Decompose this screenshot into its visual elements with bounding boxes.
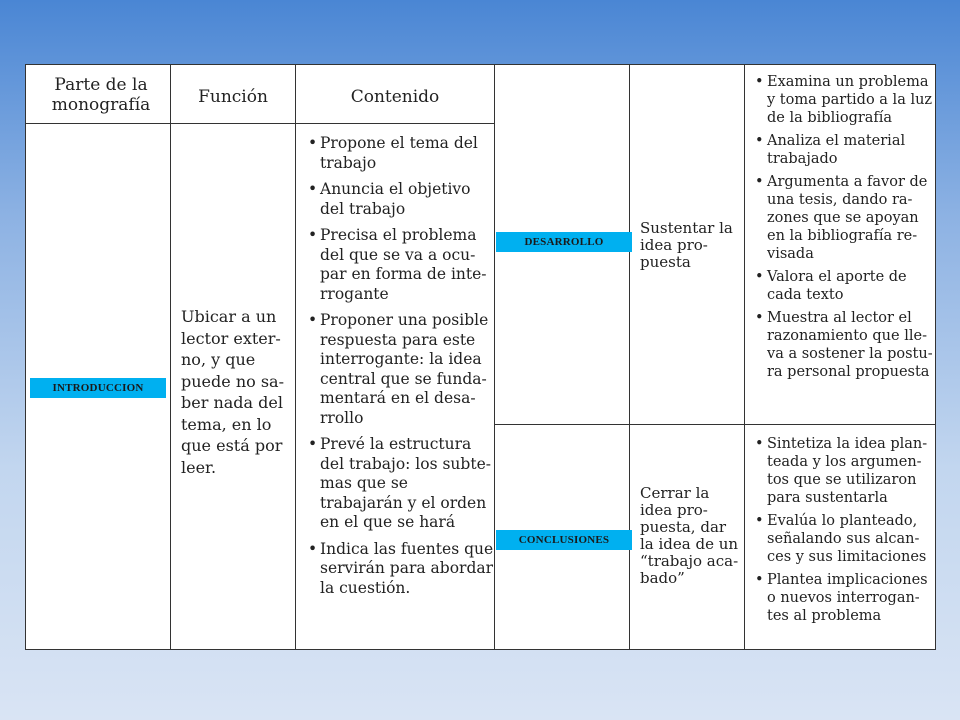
column-divider (629, 65, 630, 649)
list-item: • Analiza el material trabajado (755, 132, 933, 168)
column-divider (295, 65, 296, 649)
header-part: Parte de la monografía (51, 75, 151, 115)
table-left-panel (25, 64, 495, 650)
label-desarrollo: DESARROLLO (496, 232, 632, 252)
function-introduccion: Ubicar a un lector exter-no, y que puede no sa-ber nada del tema, en lo que está por leer. (181, 307, 284, 477)
list-item: • Examina un problema y toma partido a la luz de la bibliografía (755, 73, 933, 127)
list-item: • Propone el tema del trabajo (308, 134, 494, 173)
list-item: • Precisa el problema del que se va a ocu-par en forma de inte-rrogante (308, 226, 494, 304)
content-list-introduccion (308, 134, 494, 605)
list-item: • Argumenta a favor de una tesis, dando ra-zones que se apoyan en la bibliografía re-visada (755, 173, 933, 263)
list-item: • Valora el aporte de cada texto (755, 268, 933, 304)
list-item: • Indica las fuentes que servirán para abordar la cuestión. (308, 540, 494, 599)
column-divider (744, 65, 745, 649)
list-item: • Sintetiza la idea plan-teada y los argumen-tos que se utilizaron para sustentarla (755, 435, 933, 507)
content-list-conclusiones (755, 435, 933, 630)
list-item: • Prevé la estructura del trabajo: los subte-mas que se trabajarán y el orden en el que se hará (308, 435, 494, 533)
list-item: • Proponer una posible respuesta para este interrogante: la idea central que se funda-mentará en el desa-rrollo (308, 311, 494, 428)
header-function: Función (198, 87, 268, 107)
content-list-desarrollo (755, 73, 933, 386)
list-item: • Plantea implicaciones o nuevos interrogan-tes al problema (755, 571, 933, 625)
column-divider (170, 65, 171, 649)
header-content: Contenido (350, 87, 440, 107)
function-conclusiones: Cerrar la idea pro-puesta, dar la idea de un “trabajo aca-bado” (640, 484, 739, 587)
list-item: • Evalúa lo planteado, señalando sus alcan-ces y sus limitaciones (755, 512, 933, 566)
label-conclusiones: CONCLUSIONES (496, 530, 632, 550)
list-item: • Anuncia el objetivo del trabajo (308, 180, 494, 219)
list-item: • Muestra al lector el razonamiento que lle-va a sostener la postu-ra personal propuesta (755, 309, 933, 381)
label-introduccion: INTRODUCCION (30, 378, 166, 398)
header-divider (26, 123, 494, 124)
table-right-panel (495, 64, 936, 650)
row-divider (495, 424, 935, 425)
function-desarrollo: Sustentar la idea pro-puesta (640, 219, 733, 271)
